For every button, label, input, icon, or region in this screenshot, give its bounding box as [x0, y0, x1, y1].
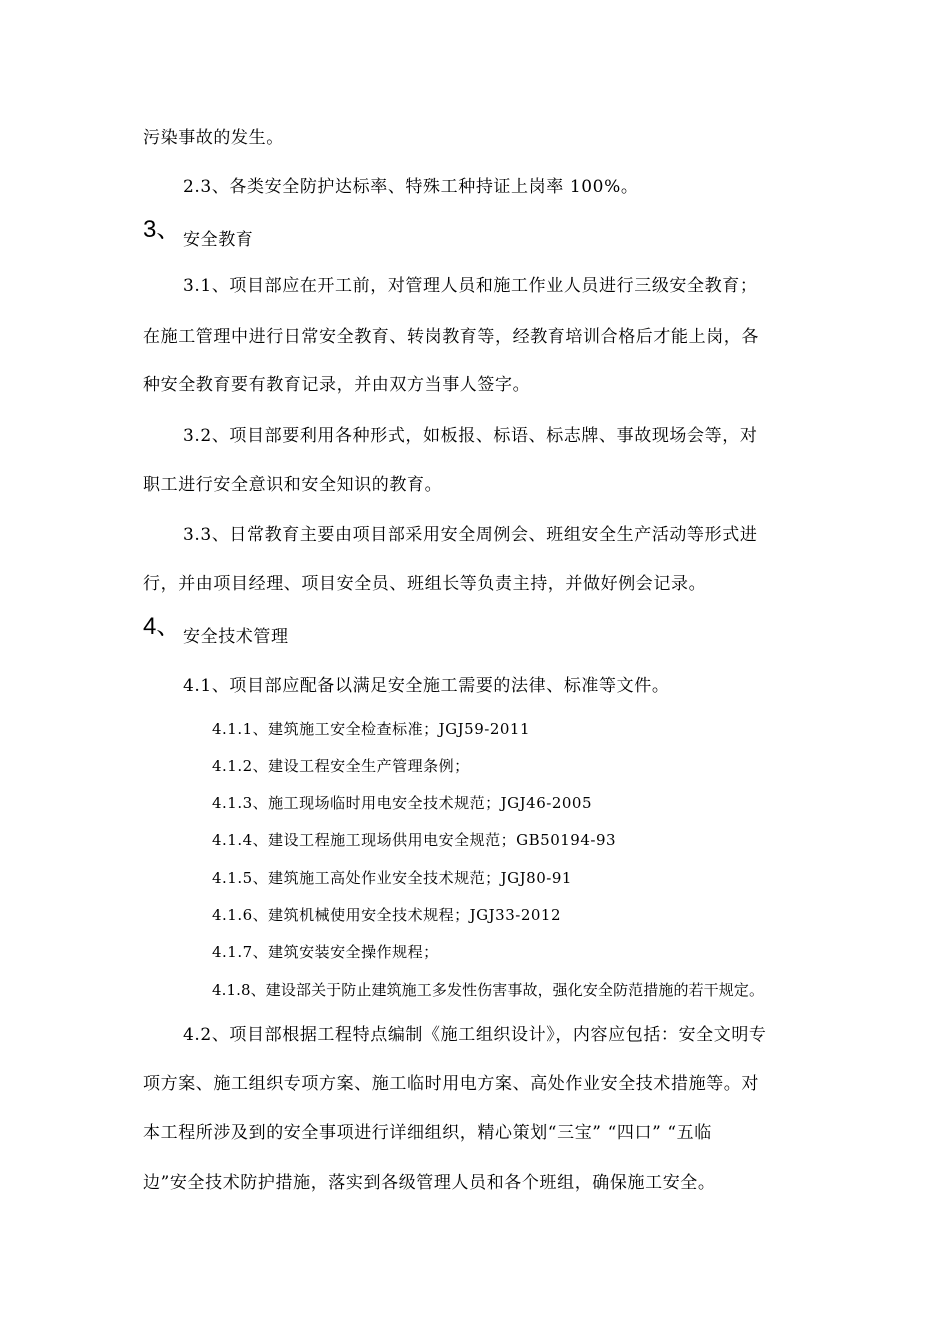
- list-item: 4.1.2、建设工程安全生产管理条例；: [212, 757, 470, 775]
- paragraph-line: 项方案、施工组织专项方案、施工临时用电方案、高处作业安全技术措施等。对: [143, 1074, 759, 1094]
- section-number: 4、: [143, 613, 181, 640]
- paragraph-line: 在施工管理中进行日常安全教育、转岗教育等，经教育培训合格后才能上岗，各: [143, 327, 759, 347]
- list-item: 4.1.8、建设部关于防止建筑施工多发性伤害事故，强化安全防范措施的若干规定。: [212, 981, 765, 999]
- list-item: 4.1.4、建设工程施工现场供用电安全规范；GB50194-93: [212, 831, 617, 849]
- paragraph-2-3-line: 2.3、各类安全防护达标率、特殊工种持证上岗率 100%。: [183, 177, 639, 197]
- list-item: 4.1.7、建筑安装安全操作规程；: [212, 943, 439, 961]
- list-item: 4.1.5、建筑施工高处作业安全技术规范；JGJ80-91: [212, 869, 572, 887]
- paragraph-line: 3.2、项目部要利用各种形式，如板报、标语、标志牌、事故现场会等，对: [183, 426, 758, 446]
- paragraph-line: 行，并由项目经理、项目安全员、班组长等负责主持，并做好例会记录。: [143, 574, 707, 594]
- list-item: 4.1.6、建筑机械使用安全技术规程；JGJ33-2012: [212, 906, 562, 924]
- paragraph-line: 4.2、项目部根据工程特点编制《施工组织设计》，内容应包括：安全文明专: [183, 1025, 767, 1045]
- paragraph-line: 3.3、日常教育主要由项目部采用安全周例会、班组安全生产活动等形式进: [183, 525, 758, 545]
- section-number: 3、: [143, 216, 181, 243]
- section-title: 安全技术管理: [183, 627, 289, 647]
- paragraph-line: 本工程所涉及到的安全事项进行详细组织，精心策划“三宝” “四口” “五临: [143, 1123, 712, 1143]
- paragraph-line: 3.1、项目部应在开工前，对管理人员和施工作业人员进行三级安全教育；: [183, 276, 758, 296]
- paragraph-line: 职工进行安全意识和安全知识的教育。: [143, 475, 443, 495]
- paragraph-4-1-line: 4.1、项目部应配备以满足安全施工需要的法律、标准等文件。: [183, 676, 670, 696]
- section-title: 安全教育: [183, 230, 254, 250]
- paragraph-line: 边”安全技术防护措施，落实到各级管理人员和各个班组，确保施工安全。: [143, 1173, 716, 1193]
- list-item: 4.1.1、建筑施工安全检查标准；JGJ59-2011: [212, 720, 531, 738]
- paragraph-line: 污染事故的发生。: [143, 128, 284, 148]
- list-item: 4.1.3、施工现场临时用电安全技术规范；JGJ46-2005: [212, 794, 593, 812]
- paragraph-line: 种安全教育要有教育记录，并由双方当事人签字。: [143, 375, 531, 395]
